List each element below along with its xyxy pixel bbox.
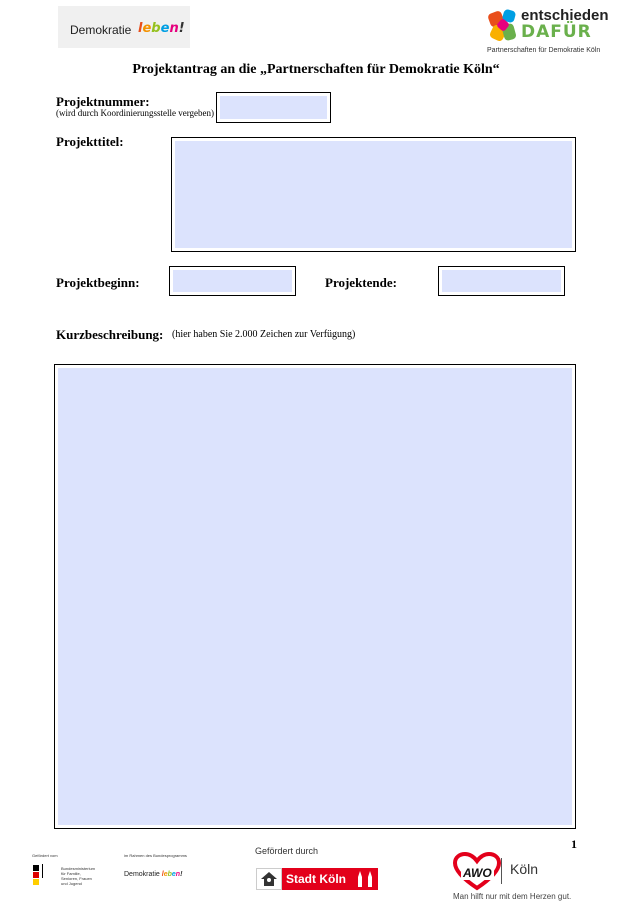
projekttitel-input[interactable] (175, 141, 572, 248)
projektende-input[interactable] (442, 270, 561, 292)
awo-divider (501, 858, 502, 884)
projekttitel-field[interactable] (171, 137, 576, 252)
bundesprogramm-logo (124, 871, 182, 878)
bundesprogramm-word2: leben! (161, 871, 183, 878)
bmfsfj-caption: Gefördert vom (32, 853, 58, 858)
projektnummer-field[interactable] (216, 92, 331, 123)
projektbeginn-label: Projektbeginn: (56, 275, 140, 290)
kurzbeschreibung-field[interactable] (54, 364, 576, 829)
awo-slogan: Man hilft nur mit dem Herzen gut. (453, 892, 572, 901)
logo-word-dafuer: DAFÜR (521, 22, 592, 42)
projekttitel-label: Projekttitel: (56, 134, 124, 149)
projektbeginn-input[interactable] (173, 270, 292, 292)
logo-word-leben: leben! (138, 21, 185, 36)
bundesprogramm-caption: im Rahmen des Bundesprogramms (124, 853, 187, 858)
projektnummer-label: Projektnummer: (56, 94, 150, 109)
awo-wordmark: AWO (463, 866, 492, 880)
entschieden-mark-icon (487, 8, 521, 46)
federal-eagle-icon (42, 864, 53, 878)
projektende-label: Projektende: (325, 275, 397, 290)
stadt-koeln-text: Stadt Köln (286, 872, 346, 886)
stadt-koeln-logo (256, 868, 378, 890)
page-title: Projektantrag an die „Partnerschaften für Demokratie Köln“ (132, 62, 500, 77)
kurzbeschreibung-note: (hier haben Sie 2.000 Zeichen zur Verfügung) (172, 329, 356, 340)
logo-word-entschieden: entschieden (521, 7, 609, 24)
kurzbeschreibung-label: Kurzbeschreibung: (56, 327, 164, 342)
projektnummer-note: (wird durch Koordinierungsstelle vergeben) (56, 108, 215, 118)
projektende-field[interactable] (438, 266, 565, 296)
cathedral-icon (356, 871, 374, 887)
demokratie-leben-logo (58, 6, 190, 48)
awo-city: Köln (510, 861, 539, 877)
federal-flag-icon (33, 865, 39, 885)
bundesprogramm-word1: Demokratie (124, 871, 160, 878)
page-number: 1 (571, 837, 577, 851)
bmfsfj-text: Bundesministerium für Familie, Senioren, Frauen und Jugend (61, 866, 96, 886)
gefoerdert-durch-label: Gefördert durch (255, 846, 319, 856)
logo-word-demokratie: Demokratie (70, 23, 132, 37)
projektbeginn-field[interactable] (169, 266, 296, 296)
logo-subtitle: Partnerschaften für Demokratie Köln (487, 47, 601, 54)
projektnummer-input[interactable] (220, 96, 327, 119)
kurzbeschreibung-input[interactable] (58, 368, 572, 825)
koeln-crest-icon (256, 868, 282, 890)
